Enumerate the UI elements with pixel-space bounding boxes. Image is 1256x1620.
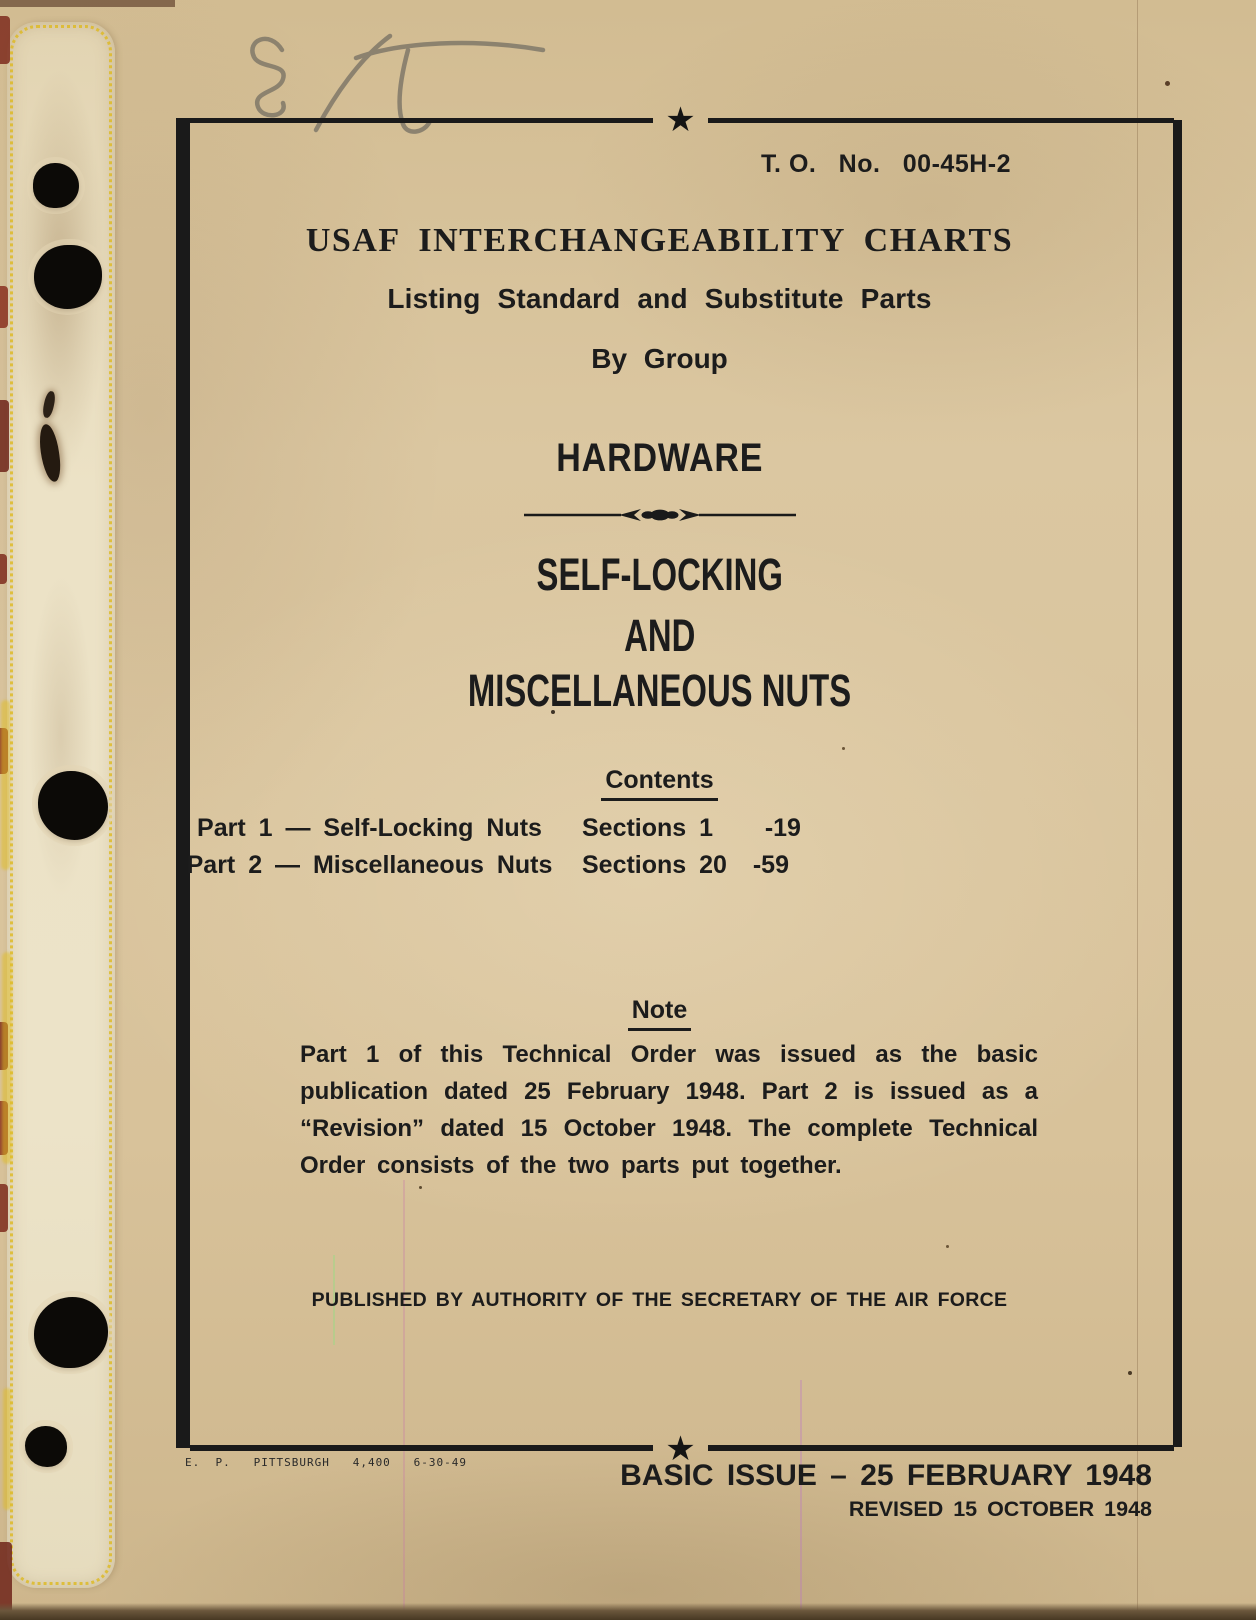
- contents-sections-label: Sections 20 -59: [582, 851, 789, 879]
- contents-heading-text: Contents: [601, 766, 717, 801]
- binder-hole: [34, 1297, 108, 1368]
- group-heading-text: HARDWARE: [555, 436, 763, 480]
- ornament-divider: [157, 507, 1162, 528]
- tape-glue-mark: [3, 1388, 11, 1510]
- scan-edge-mark: [0, 1184, 8, 1232]
- group-heading: [157, 436, 1162, 481]
- title-page-content: [157, 0, 1162, 1620]
- contents-row: [157, 851, 1162, 880]
- scan-edge-mark: [0, 400, 9, 472]
- scan-top-edge: [0, 0, 175, 7]
- subject-line-2: [157, 610, 1162, 662]
- printer-imprint: E. P. PITTSBURGH 4,400 6-30-49: [185, 1456, 468, 1469]
- scan-bottom-edge: [0, 1603, 1256, 1620]
- scan-edge-mark: [0, 286, 8, 328]
- subject-line-3-text: MISCELLANEOUS NUTS: [467, 665, 852, 716]
- subject-line-1-text: SELF-LOCKING: [536, 549, 783, 600]
- subject-line-3: [157, 665, 1162, 717]
- contents-part-label: Part 2 — Miscellaneous Nuts: [186, 851, 553, 879]
- scan-edge-mark: [0, 554, 7, 584]
- subject-line-2-text: AND: [623, 610, 696, 661]
- contents-row: [157, 814, 1162, 843]
- document-subtitle-group: By Group: [591, 343, 728, 374]
- star-icon: ★: [665, 1430, 696, 1468]
- note-paragraph: Part 1 of this Technical Order was issued as the basic publication dated 25 February 1948. Part 2 is issued as a “Revision” dated 15 October 1948. The complete Technical Order consists of the two parts put together.: [300, 1041, 1038, 1179]
- contents-heading: [157, 766, 1162, 801]
- basic-issue-date: BASIC ISSUE – 25 FEBRUARY 1948: [620, 1459, 1152, 1492]
- contents-sections-label: Sections 1 -19: [582, 814, 801, 842]
- document-subtitle: Listing Standard and Substitute Parts: [387, 283, 932, 314]
- ornament-divider-icon: [524, 507, 796, 523]
- binder-hole: [25, 1426, 67, 1467]
- note-heading: [157, 996, 1162, 1031]
- contents-part-label: Part 1 — Self-Locking Nuts: [197, 814, 542, 842]
- frame-right-line: [1173, 120, 1182, 1447]
- dust-speck: [1165, 81, 1170, 86]
- scan-edge-mark: [0, 16, 10, 64]
- binder-hole: [38, 771, 108, 840]
- binder-hole: [33, 163, 79, 208]
- tape-glue-mark: [2, 952, 12, 1164]
- subject-line-1: [157, 549, 1162, 601]
- technical-order-number: T. O. No. 00-45H-2: [761, 150, 1011, 178]
- note-heading-text: Note: [628, 996, 692, 1031]
- tape-glue-mark: [1, 700, 10, 870]
- authority-line: PUBLISHED BY AUTHORITY OF THE SECRETARY OF THE AIR FORCE: [311, 1289, 1008, 1311]
- star-icon: ★: [665, 101, 696, 139]
- revised-date: REVISED 15 OCTOBER 1948: [848, 1497, 1152, 1521]
- document-title: USAF INTERCHANGEABILITY CHARTS: [305, 222, 1014, 259]
- binder-hole: [34, 245, 102, 309]
- paper-stain: [18, 520, 104, 950]
